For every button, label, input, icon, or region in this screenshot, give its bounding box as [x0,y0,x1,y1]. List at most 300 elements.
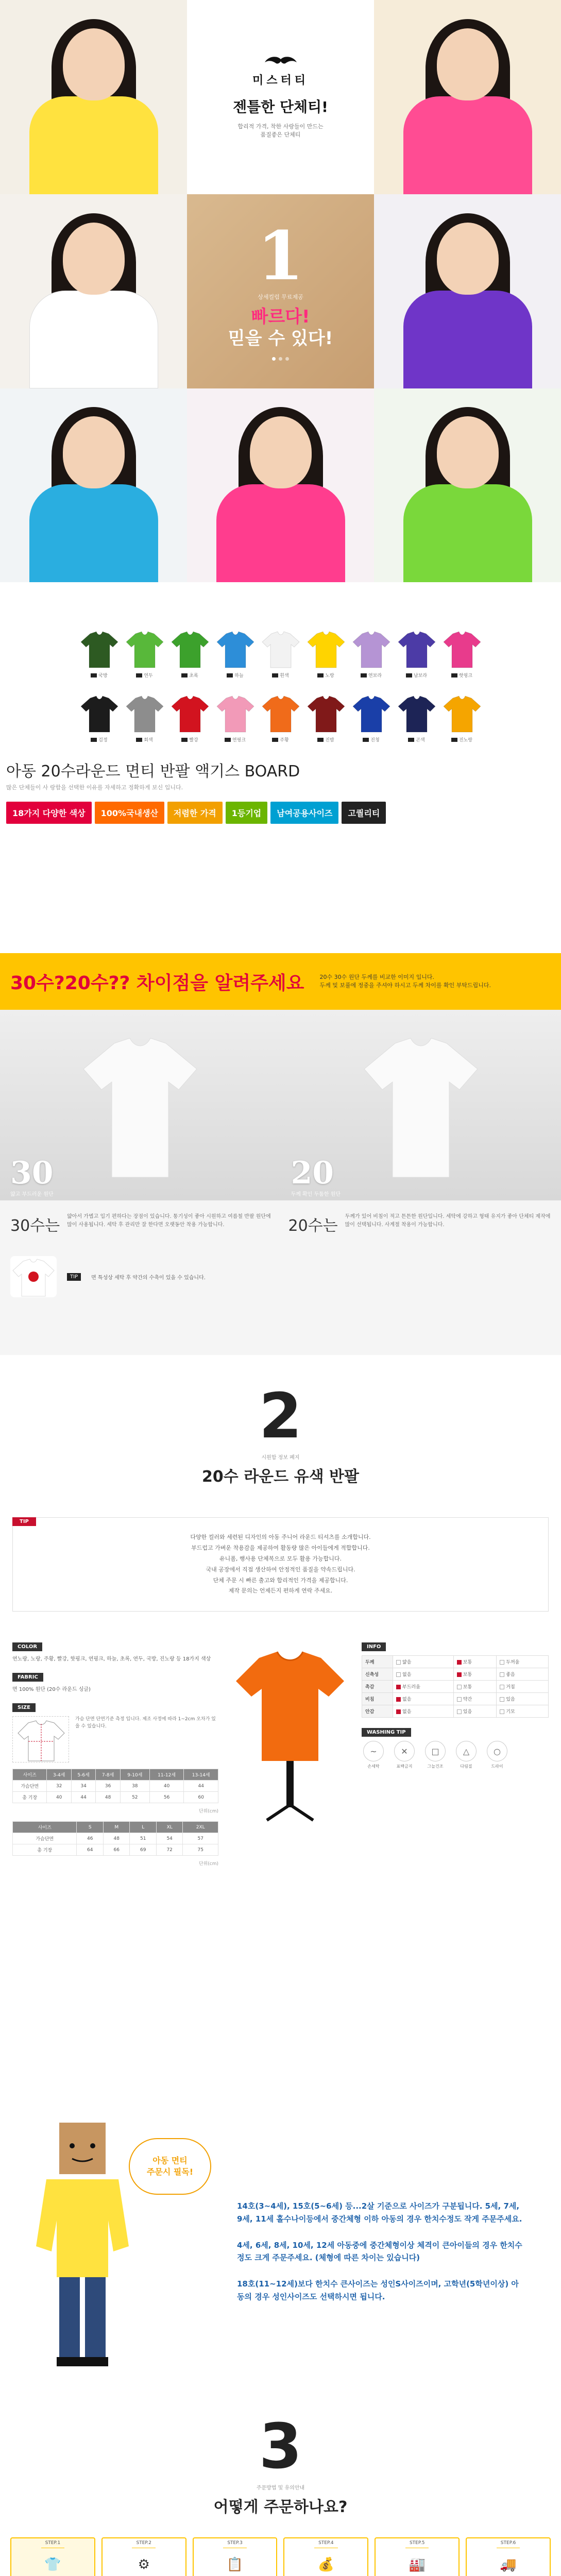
swatch-label [260,736,301,743]
swatch-검정[interactable] [79,693,120,743]
tee-icon [305,693,347,734]
table-cell: 48 [96,1792,120,1803]
wash-symbol-icon: □ [425,1741,446,1761]
swatch-label [124,736,165,743]
brand-panel [187,0,374,194]
brand-name: 미스터티 [252,74,309,87]
table-cell: 51 [130,1833,156,1844]
tee-icon [305,629,347,670]
size-guide-section [0,2102,561,2391]
swatch-label-text: 회색 [144,738,153,743]
table-row [13,1792,218,1803]
checkbox-icon [500,1660,504,1665]
swatch-빨강[interactable] [169,693,211,743]
swatch-남보라[interactable] [396,629,437,679]
swatch-label-text: 진청 [370,738,380,743]
table-header-cell: L [130,1822,156,1833]
swatch-chip [227,673,233,677]
mustache-icon [263,55,299,66]
tip-line: 부드럽고 가벼운 착용감을 제공하여 활동량 많은 아이들에게 적합합니다. [191,1544,370,1551]
table-cell: 64 [77,1844,103,1856]
swatch-label-text: 연두 [144,673,153,679]
step-2-small: 시원함 정보 폐지 [261,1455,300,1461]
tip-line: 제작 문의는 언제든지 편하게 연락 주세요. [228,1587,333,1595]
order-step [193,2537,278,2576]
table-cell: 66 [103,1844,129,1856]
wash-symbol-icon: ✕ [394,1741,415,1761]
table-cell: 69 [130,1844,156,1856]
info-table [362,1655,549,1718]
swatch-chip [91,673,97,677]
info-head: 촉감 [362,1681,393,1693]
table-row [13,1781,218,1792]
order-step-number: STEP.2 [132,2538,156,2548]
swatch-흰색[interactable] [260,629,301,679]
info-head: 비침 [362,1693,393,1705]
info-option [497,1668,549,1681]
swatch-row-1 [0,629,561,679]
table-cell: 총 기장 [13,1844,77,1856]
tip-line: 다양한 컬러와 세련된 디자인의 아동 주니어 라운드 티셔츠를 소개합니다. [190,1534,371,1540]
swatch-chip [136,673,142,677]
swatch-label-text: 남보라 [413,673,428,679]
tee-icon [351,693,392,734]
step-3-title: 어떻게 주문하나요? [213,2498,348,2516]
brand-desc-1: 합리적 가격, 착한 사랑들이 만드는 [237,123,324,130]
swatch-chip [317,738,324,742]
info-option-label: 없음 [402,1709,412,1715]
swatch-chip [408,738,414,742]
order-step-icon: 👕 [44,2557,61,2572]
info-option [497,1656,549,1668]
feature-tag: 남여공용사이즈 [270,802,338,824]
swatch-연핑크[interactable] [215,693,256,743]
table-header-cell: XL [156,1822,182,1833]
washing-icons [362,1741,549,1769]
size-unit: 단위(cm) [198,1861,218,1867]
compare-20-heading: 20수는 [288,1217,338,1235]
hero-photo-5 [0,388,187,582]
table-cell: 54 [156,1833,182,1844]
table-cell: 60 [184,1792,218,1803]
order-step-number: STEP.3 [223,2538,247,2548]
wash-symbol-icon: ○ [487,1741,507,1761]
hero-photo-2 [374,0,561,194]
board-title: 아동 20수라운드 면티 반팔 액기스 BOARD [6,762,300,781]
swatch-label-text: 진밤 [325,738,334,743]
swatch-label [215,672,256,679]
swatch-chip [451,738,457,742]
checkbox-icon [396,1685,401,1689]
swatch-하늘[interactable] [215,629,256,679]
swatch-label-text: 진노랑 [458,738,473,743]
wash-label: 그늘건조 [427,1764,444,1769]
tee-icon [169,693,211,734]
order-step-icon: 🚚 [500,2557,517,2572]
swatch-label-text: 초록 [189,673,198,679]
table-header-cell: 13-14세 [184,1769,218,1781]
table-cell: 가슴단면 [13,1781,47,1792]
swatch-label [351,736,392,743]
swatch-핫핑크[interactable] [441,629,483,679]
info-option [453,1705,497,1718]
compare-note-2: 두께 및 보풀에 정중을 주셔야 하시고 두께 차이를 확인 부탁드립니다. [319,982,491,989]
size-label: SIZE [12,1703,36,1712]
table-cell: 46 [77,1833,103,1844]
table-header-cell: M [103,1822,129,1833]
box-head-man-icon [31,2123,134,2370]
carousel-dot[interactable] [272,357,276,361]
order-step-number: STEP.6 [497,2538,520,2548]
compare-20-desc: 두께가 있어 비침이 적고 튼튼한 원단입니다. 세탁에 강하고 형태 유지가 좋아 단체티 제작에 많이 선택됩니다. 사계절 착용이 가능합니다. [345,1214,551,1228]
table-cell: 32 [47,1781,71,1792]
tee-icon [441,693,483,734]
swatch-chip [363,738,369,742]
info-option-label: 없음 [402,1672,412,1678]
tee-icon [396,693,437,734]
tee-icon [351,629,392,670]
board-subtitle: 많은 단체들이 사 랑함을 선택한 이유를 자세하고 정확하게 보신 입니다. [6,784,183,791]
wash-item [454,1741,478,1769]
swatch-label-text: 주황 [280,738,289,743]
table-cell: 40 [149,1781,184,1792]
spec-left-column [12,1642,218,1874]
swatch-chip [181,738,188,742]
spec-grid [12,1642,549,1874]
table-header-cell: 사이즈 [13,1822,77,1833]
info-option-label: 기모 [506,1709,515,1715]
washing-label: WASHING TIP [362,1728,411,1737]
swatch-label [169,736,211,743]
tip-line: 단체 주문 시 빠른 출고와 합리적인 가격을 제공합니다. [213,1577,348,1584]
size-table-kids [12,1769,218,1803]
slogan-headline [228,306,333,350]
info-option-label: 있음 [463,1709,472,1715]
info-row [362,1705,549,1718]
white-tee-icon [344,1028,498,1182]
fabric-30-image [0,1010,281,1200]
carousel-dot[interactable] [285,357,289,361]
table-cell: 34 [71,1781,95,1792]
info-head: 신축성 [362,1668,393,1681]
checkbox-icon [500,1685,504,1689]
table-cell: 36 [96,1781,120,1792]
printed-tee-thumb [10,1256,57,1297]
wash-label: 다림질 [460,1764,472,1769]
swatch-chip [181,673,188,677]
swatch-연보라[interactable] [351,629,392,679]
feature-tag: 1등기업 [226,802,268,824]
brand-desc-2: 품질좋은 단체티 [260,131,301,138]
table-cell: 56 [149,1792,184,1803]
step-3-number: 3 [259,2411,302,2483]
info-option [393,1681,454,1693]
order-process-section [0,2391,561,2576]
color-text: 연노랑, 노랑, 주황, 빨강, 핫핑크, 연핑크, 하늘, 초록, 연두, 국방, 진노랑 등 18가지 색상 [12,1656,211,1663]
order-step [375,2537,460,2576]
order-step [101,2537,186,2576]
info-option-label: 보통 [463,1685,472,1690]
table-cell: 44 [71,1792,95,1803]
hero-photo-4 [374,194,561,388]
compare-30-heading: 30수는 [10,1217,60,1235]
compare-banner [0,953,561,1010]
table-header-cell: 사이즈 [13,1769,47,1781]
slogan-small: 상세컬럼 무료제공 [258,293,303,300]
tip-line: 국내 공장에서 직접 생산하여 안정적인 품질을 약속드립니다. [206,1566,355,1573]
tee-icon [260,693,301,734]
checkbox-icon [500,1697,504,1702]
info-row [362,1681,549,1693]
fabric-30-label: 얇고 부드러운 원단 [10,1192,54,1197]
order-step-number: STEP.1 [41,2538,65,2548]
checkbox-icon [457,1672,462,1677]
wash-label: 손세탁 [367,1764,380,1769]
table-cell: 52 [120,1792,149,1803]
table-cell: 40 [47,1792,71,1803]
order-step-icon: 📋 [226,2557,244,2572]
order-step [466,2537,551,2576]
swatch-chip [272,738,278,742]
order-steps [10,2537,551,2576]
swatch-label [215,736,256,743]
swatch-label-text: 검정 [98,738,108,743]
swatch-label-text: 노랑 [325,673,334,679]
info-option-label: 없음 [402,1697,412,1703]
size-guide-p1: 14호(3~4세), 15호(5~6세) 등...2살 기준으로 사이즈가 구분됩니다. 5세, 7세, 9세, 11세 홀수나이등에서 중간체형 이하 아동의 경우 한치수정도 작게 주문주세요. [237,2201,522,2224]
swatch-label [441,736,483,743]
info-option [453,1681,497,1693]
feature-tag: 18가지 다양한 색상 [6,802,92,824]
slogan-line-2: 믿을 수 있다! [228,328,333,349]
swatch-진청[interactable] [351,693,392,743]
info-option-label: 얇음 [402,1660,412,1666]
table-cell: 가슴단면 [13,1833,77,1844]
swatch-곤색[interactable] [396,693,437,743]
swatch-chip [91,738,97,742]
hero-photo-3 [0,194,187,388]
info-head: 두께 [362,1656,393,1668]
wash-item [393,1741,416,1769]
feature-tag: 고퀄리티 [342,802,386,824]
info-option [497,1705,549,1718]
table-cell: 72 [156,1844,182,1856]
swatch-chip [317,673,324,677]
fabric-30-number: 30 [10,1155,54,1191]
wash-symbol-icon: ~ [363,1741,384,1761]
size-diagram [12,1716,69,1762]
info-row [362,1656,549,1668]
tee-icon [169,629,211,670]
step-1-number: 1 [257,216,304,295]
swatch-초록[interactable] [169,629,211,679]
info-row [362,1693,549,1705]
info-option [393,1668,454,1681]
info-option-label: 두꺼움 [506,1660,520,1666]
spec-right-column [362,1642,549,1874]
feature-tag: 저렴한 가격 [167,802,223,824]
table-cell: 총 기장 [13,1792,47,1803]
spec-mid-column [231,1642,349,1874]
notice-bubble: 아동 면티 주문시 필독! [129,2138,211,2195]
tip-line: 유니폼, 행사용 단체복으로 모두 활용 가능합니다. [219,1555,342,1562]
kid-figure [29,28,158,194]
table-header-row [13,1822,218,1833]
compare-note-1: 20수 30수 원단 두께를 비교한 이미지 입니다. [319,973,434,980]
tee-icon [124,629,165,670]
color-label: COLOR [12,1642,42,1651]
swatch-label-text: 빨강 [189,738,198,743]
table-cell: 75 [183,1844,218,1856]
order-step [283,2537,368,2576]
info-option [393,1693,454,1705]
swatch-chip [136,738,142,742]
compare-20-col [288,1213,551,1235]
swatch-진밤[interactable] [305,693,347,743]
swatch-chip [451,673,457,677]
fabric-compare-section [0,953,561,1355]
wash-symbol-icon: △ [456,1741,477,1761]
table-header-cell: 2XL [183,1822,218,1833]
slogan-pink: 빠르다! [251,306,310,327]
wash-item [485,1741,509,1769]
fabric-20-image [281,1010,561,1200]
hero-photo-7 [374,388,561,582]
size-guide-p3: 18호(11~12세)보다 한치수 큰사이즈는 성인S사이즈이며, 고학년(5학년이상) 아동의 경우 성인사이즈도 선택하시면 됩니다. [237,2279,519,2301]
info-option [393,1656,454,1668]
table-cell: 48 [103,1833,129,1844]
fabric-text: 면 100% 원단 (20수 라운드 싱글) [12,1687,91,1693]
info-option-label: 거침 [506,1685,515,1690]
info-label: INFO [362,1642,386,1651]
swatch-노랑[interactable] [305,629,347,679]
carousel-dots[interactable] [272,357,289,361]
hero-photo-6 [187,388,374,582]
wash-label: 표백금지 [396,1764,413,1769]
hero-section [0,0,561,582]
order-step-number: STEP.5 [405,2538,429,2548]
table-header-cell: S [77,1822,103,1833]
table-header-cell: 7-8세 [96,1769,120,1781]
swatch-label [305,672,347,679]
carousel-dot[interactable] [279,357,282,361]
table-header-cell: 11-12세 [149,1769,184,1781]
size-guide-text [237,2200,525,2317]
swatch-label-text: 흰색 [280,673,289,679]
tee-icon [79,693,120,734]
tee-icon [396,629,437,670]
fabric-20-label: 두께 확인 두툼한 원단 [291,1192,341,1197]
product-spec-section [0,1355,561,2102]
info-head: 안감 [362,1705,393,1718]
compare-30-desc: 얇아서 가볍고 입기 편하다는 장점이 있습니다. 통기성이 좋아 시원하고 여름철 반팔 원단에 많이 사용됩니다. 세탁 후 관리만 잘 한다면 오랫동안 착용 가능합니다. [67,1214,271,1228]
size-table-adult [12,1821,218,1856]
checkbox-icon [396,1697,401,1702]
info-option-label: 보통 [463,1672,472,1678]
swatch-label [396,736,437,743]
swatch-chip [406,673,412,677]
table-header-row [13,1769,218,1781]
table-cell: 38 [120,1781,149,1792]
slogan-panel [187,194,374,388]
checkbox-icon [396,1660,401,1665]
tee-measure-icon [13,1717,70,1763]
compare-note [319,973,491,990]
size-figure [12,1716,218,1762]
info-option [453,1668,497,1681]
swatch-label [79,736,120,743]
swatch-label-text: 연보라 [368,673,382,679]
printed-tee-icon [10,1256,57,1297]
swatch-chip [225,738,231,742]
checkbox-icon [500,1709,504,1714]
step-2-title: 20수 라운드 유색 반팔 [202,1468,359,1486]
table-header-cell: 5-6세 [71,1769,95,1781]
compare-30-col [10,1213,273,1235]
swatch-국방[interactable] [79,629,120,679]
table-row [13,1844,218,1856]
info-option [393,1705,454,1718]
tip-tag: TIP [12,1517,36,1526]
step-2-number: 2 [259,1381,302,1452]
order-step-number: STEP.4 [314,2538,338,2548]
tip-box [12,1517,549,1612]
compare-title: 30수?20수?? 차이점을 알려주세요 [10,972,304,994]
swatch-연두[interactable] [124,629,165,679]
tee-icon [260,629,301,670]
checkbox-icon [457,1709,462,1714]
tip-lines [23,1532,538,1597]
info-option-label: 약간 [463,1697,472,1703]
tee-icon [79,629,120,670]
compare-text [0,1200,561,1248]
checkbox-icon [457,1697,462,1702]
tee-icon [124,693,165,734]
info-option-label: 부드러움 [402,1685,420,1690]
swatch-label [305,736,347,743]
swatch-회색[interactable] [124,693,165,743]
swatch-label-text: 곤색 [416,738,425,743]
swatch-label [260,672,301,679]
compare-footer [0,1248,561,1306]
swatch-진노랑[interactable] [441,693,483,743]
fabric-20-number: 20 [291,1155,334,1191]
orange-tee-mannequin-icon [231,1642,349,1828]
fabric-label: FABRIC [12,1673,43,1682]
compare-tip-text: 면 특성상 세탁 후 약간의 수축이 있을 수 있습니다. [91,1275,206,1281]
feature-tag: 100%국내생산 [95,802,164,824]
swatch-주황[interactable] [260,693,301,743]
swatch-label [79,672,120,679]
checkbox-icon [396,1672,401,1677]
color-swatch-section [0,582,561,953]
table-row [13,1833,218,1844]
swatch-label-text: 연핑크 [232,738,246,743]
wash-item [423,1741,447,1769]
order-step-icon: 💰 [317,2557,335,2572]
tee-icon [215,629,256,670]
swatch-label-text: 국방 [98,673,108,679]
order-step-icon: 🏭 [409,2557,426,2572]
swatch-chip [272,673,278,677]
info-option [497,1681,549,1693]
info-option [453,1656,497,1668]
swatch-label-text: 하늘 [234,673,244,679]
wash-label: 드라이 [491,1764,503,1769]
swatch-chip [361,673,367,677]
tee-icon [215,693,256,734]
swatch-label [441,672,483,679]
